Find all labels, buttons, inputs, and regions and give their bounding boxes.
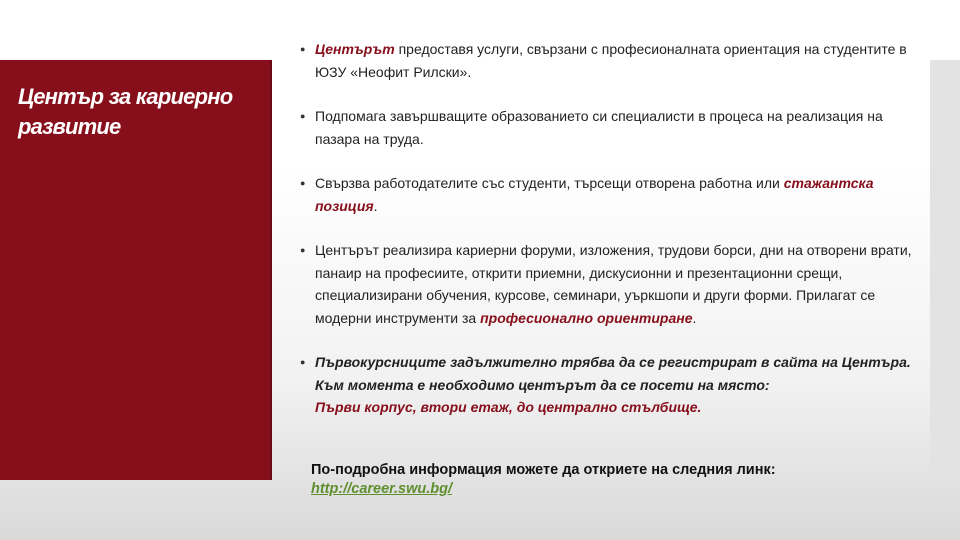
footer-text: По-подробна информация можете да откриете на следния линк: xyxy=(311,462,776,478)
bullet-item xyxy=(298,351,918,419)
bullet-tail: . xyxy=(692,309,697,326)
slide-title: Център за кариерно развитие xyxy=(18,84,233,139)
bullet-text: Центърът реализира кариерни форуми, изложения, трудови борси, дни на отворени врати, панаир на професиите, открити приемни, дискусионни и презентационни срещи, специализирани обучения, курсове, семинари, уъркшопи и други форми. Прилагат се модерни инструменти за xyxy=(315,242,912,326)
bullet-text: Подпомага завършващите образованието си специалисти в процеса на реализация на пазара на труда. xyxy=(315,108,883,147)
bullet-lead: Центърът xyxy=(315,41,395,57)
bullet-tail: . xyxy=(373,197,378,214)
right-decor-bar xyxy=(930,60,960,480)
bullet-item xyxy=(298,172,918,217)
bullet-dot-icon: ● xyxy=(300,111,306,121)
bullet-dot-icon: ● xyxy=(300,44,306,54)
bullet-dot-icon: ● xyxy=(300,357,306,367)
bullet-dot-icon: ● xyxy=(300,178,306,188)
bullet-dot-icon: ● xyxy=(300,245,306,255)
title-panel-edge xyxy=(270,60,272,480)
bullet-text: предоставя услуги, свързани с професионалната ориентация на студентите в ЮЗУ «Неофит Рилски». xyxy=(315,41,907,80)
career-link[interactable]: http://career.swu.bg/ xyxy=(311,481,452,497)
bullet-bold-text: Първокурсниците задължително трябва да се регистрират в сайта на Центъра. Към момента е необходимо центърът да се посети на място: xyxy=(315,354,911,393)
bullet-text: Свързва работодателите със студенти, търсещи отворена работна или xyxy=(315,175,784,191)
footer-info xyxy=(311,462,776,498)
bullet-accent: стажантска позиция xyxy=(315,175,874,214)
bullet-item xyxy=(298,105,918,150)
bullet-item xyxy=(298,38,918,83)
bullet-item xyxy=(298,239,918,329)
bullet-accent: професионално ориентиране xyxy=(480,309,693,326)
bullet-list xyxy=(298,38,918,441)
bullet-accent: Първи корпус, втори етаж, до централно стълбище. xyxy=(315,399,702,415)
